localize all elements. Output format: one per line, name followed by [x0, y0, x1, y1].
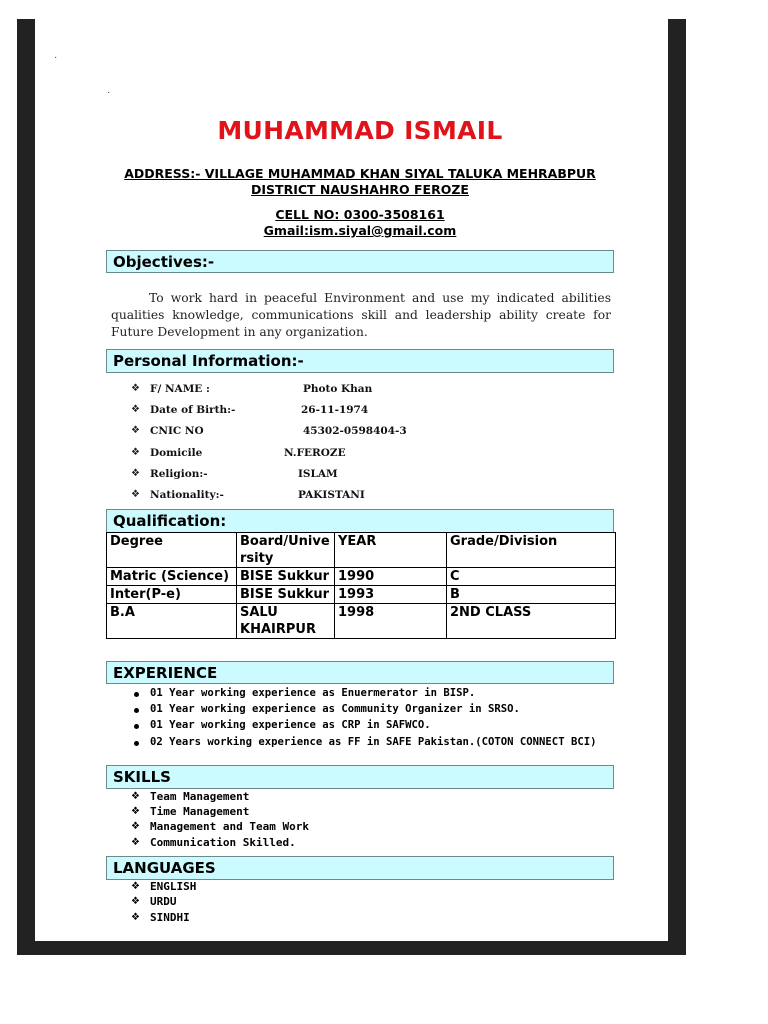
table-cell: 1990	[335, 568, 447, 586]
personal-info-heading: Personal Information:-	[106, 349, 614, 373]
stray-dot: ·	[107, 87, 111, 98]
address-line-2: DISTRICT NAUSHAHRO FEROZE	[251, 182, 469, 197]
language-item: SINDHI	[150, 911, 190, 924]
table-header-row	[107, 533, 616, 568]
table-cell: BISE Sukkur	[237, 586, 335, 604]
diamond-bullet-icon: ❖	[131, 896, 140, 907]
personal-label: Domicile	[150, 447, 203, 459]
bullet-dot-icon	[134, 692, 139, 697]
table-cell: 1993	[335, 586, 447, 604]
personal-value: 45302-0598404-3	[303, 425, 407, 437]
table-header-cell: Degree	[107, 533, 237, 568]
qualification-table	[106, 532, 616, 639]
table-row	[107, 586, 616, 604]
objectives-heading: Objectives:-	[106, 250, 614, 273]
languages-heading: LANGUAGES	[106, 856, 614, 880]
bullet-dot-icon	[134, 724, 139, 729]
personal-label: F/ NAME :	[150, 383, 210, 395]
table-cell: B	[447, 586, 616, 604]
objectives-text	[111, 290, 611, 341]
personal-label: CNIC NO	[150, 425, 204, 437]
personal-value: Photo Khan	[303, 383, 373, 395]
table-row	[107, 568, 616, 586]
resume-page	[35, 19, 668, 941]
bullet-dot-icon	[134, 708, 139, 713]
personal-label: Religion:-	[150, 468, 208, 480]
table-cell: SALU KHAIRPUR	[237, 604, 335, 639]
table-cell: Matric (Science)	[107, 568, 237, 586]
skill-item: Team Management	[150, 790, 250, 803]
gmail-address: Gmail:ism.siyal@gmail.com	[263, 223, 457, 238]
skill-item: Management and Team Work	[150, 820, 309, 833]
table-cell: Inter(P-e)	[107, 586, 237, 604]
diamond-bullet-icon: ❖	[131, 425, 140, 436]
skills-heading: SKILLS	[106, 765, 614, 789]
address-line-1: ADDRESS:- VILLAGE MUHAMMAD KHAN SIYAL TALUKA MEHRABPUR	[124, 166, 596, 181]
table-cell: 2ND CLASS	[447, 604, 616, 639]
diamond-bullet-icon: ❖	[131, 821, 140, 832]
table-header-cell: Grade/Division	[447, 533, 616, 568]
personal-label: Nationality:-	[150, 489, 224, 501]
candidate-name: MUHAMMAD ISMAIL	[217, 116, 503, 145]
skill-item: Communication Skilled.	[150, 836, 296, 849]
experience-item: 01 Year working experience as Community Organizer in SRSO.	[150, 703, 520, 715]
table-row	[107, 604, 616, 639]
diamond-bullet-icon: ❖	[131, 791, 140, 802]
diamond-bullet-icon: ❖	[131, 881, 140, 892]
language-item: URDU	[150, 895, 177, 908]
personal-value: ISLAM	[298, 468, 338, 480]
skill-item: Time Management	[150, 805, 250, 818]
table-header-cell: YEAR	[335, 533, 447, 568]
qualification-heading: Qualification:	[106, 509, 614, 533]
table-cell: 1998	[335, 604, 447, 639]
diamond-bullet-icon: ❖	[131, 383, 140, 394]
cell-number: CELL NO: 0300-3508161	[275, 207, 445, 222]
experience-heading: EXPERIENCE	[106, 661, 614, 684]
diamond-bullet-icon: ❖	[131, 806, 140, 817]
diamond-bullet-icon: ❖	[131, 489, 140, 500]
experience-item: 01 Year working experience as CRP in SAFWCO.	[150, 719, 431, 731]
experience-item: 01 Year working experience as Enuermerator in BISP.	[150, 687, 476, 699]
stray-dot: ·	[54, 52, 58, 63]
language-item: ENGLISH	[150, 880, 197, 893]
personal-label: Date of Birth:-	[150, 404, 236, 416]
diamond-bullet-icon: ❖	[131, 447, 140, 458]
diamond-bullet-icon: ❖	[131, 912, 140, 923]
table-cell: BISE Sukkur	[237, 568, 335, 586]
table-cell: C	[447, 568, 616, 586]
personal-value: N.FEROZE	[284, 447, 346, 459]
personal-value: PAKISTANI	[298, 489, 365, 501]
personal-value: 26-11-1974	[301, 404, 369, 416]
table-cell: B.A	[107, 604, 237, 639]
diamond-bullet-icon: ❖	[131, 404, 140, 415]
table-header-cell: Board/Unive rsity	[237, 533, 335, 568]
diamond-bullet-icon: ❖	[131, 468, 140, 479]
diamond-bullet-icon: ❖	[131, 837, 140, 848]
bullet-dot-icon	[134, 741, 139, 746]
experience-item: 02 Years working experience as FF in SAFE Pakistan.(COTON CONNECT BCI)	[150, 736, 597, 748]
objectives-paragraph: To work hard in peaceful Environment and use my indicated abilities qualities knowledge, communications skill and leadership ability create for Future Development in any organization.	[111, 291, 611, 339]
